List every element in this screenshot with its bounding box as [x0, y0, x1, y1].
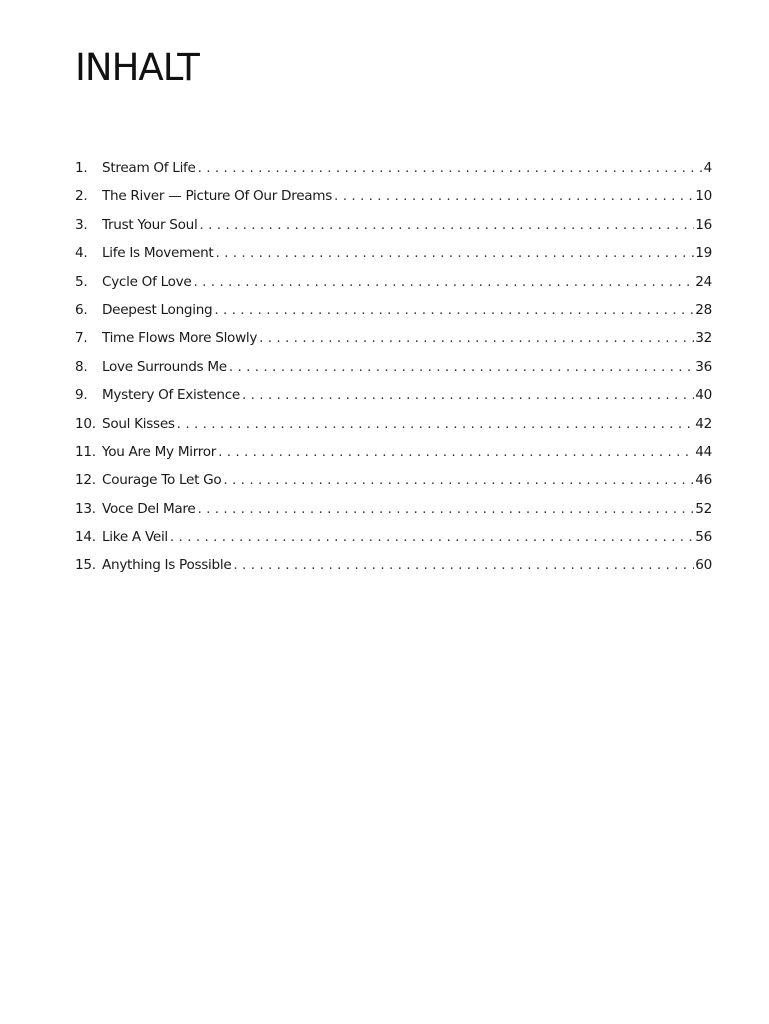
toc-entry [75, 359, 712, 387]
toc-entry-page: 32 [695, 330, 712, 347]
dot-leader [233, 557, 694, 573]
toc-entry-title: Time Flows More Slowly [102, 330, 258, 347]
toc-entry-number: 12. [75, 472, 96, 489]
dot-leader [198, 160, 703, 176]
toc-entry-page: 36 [695, 358, 712, 375]
toc-entry-title: Mystery Of Existence [102, 387, 240, 404]
toc-entry [75, 160, 712, 188]
toc-entry [75, 330, 712, 358]
toc-entry [75, 188, 712, 216]
toc-entry-page: 4 [703, 160, 712, 176]
dot-leader [334, 188, 694, 204]
toc-entry [75, 217, 712, 245]
toc-entry-title: Love Surrounds Me [102, 358, 227, 375]
toc-entry-page: 40 [695, 387, 712, 404]
toc-entry-number: 5. [75, 273, 88, 290]
toc-entry [75, 557, 712, 585]
toc-entry [75, 529, 712, 557]
toc-entry-title: Life Is Movement [102, 245, 214, 262]
toc-entry [75, 302, 712, 330]
toc-entry-page: 24 [695, 273, 712, 290]
toc-entry [75, 472, 712, 500]
toc-entry-page: 52 [695, 500, 712, 517]
dot-leader [242, 387, 694, 403]
toc-entry-title: Courage To Let Go [102, 472, 222, 489]
toc-entry-page: 60 [695, 557, 712, 574]
toc-entry-number: 11. [75, 443, 96, 460]
toc-entry-title: You Are My Mirror [102, 443, 217, 460]
dot-leader [229, 359, 694, 375]
toc-entry-number: 9. [75, 387, 88, 404]
toc-entry-page: 46 [695, 472, 712, 489]
toc-entry-number: 13. [75, 500, 96, 517]
toc-entry [75, 245, 712, 273]
dot-leader [215, 245, 694, 261]
toc-entry-page: 28 [695, 301, 712, 318]
toc-entry-number: 3. [75, 216, 88, 233]
toc-entry-title: Soul Kisses [102, 415, 175, 432]
toc-entry-page: 56 [695, 529, 712, 546]
toc-entry [75, 501, 712, 529]
toc-entry-title: Cycle Of Love [102, 273, 192, 290]
toc-entry-number: 6. [75, 301, 88, 318]
toc-entry-number: 2. [75, 188, 88, 205]
toc-entry-number: 4. [75, 245, 88, 262]
toc-entry [75, 274, 712, 302]
dot-leader [218, 444, 694, 460]
dot-leader [177, 416, 695, 432]
toc-entry-number: 8. [75, 358, 88, 375]
toc-entry-title: Deepest Longing [102, 301, 213, 318]
dot-leader [193, 274, 694, 290]
toc-entry-title: Stream Of Life [102, 160, 196, 176]
toc-entry-page: 44 [695, 443, 712, 460]
toc-entry-number: 10. [75, 415, 96, 432]
dot-leader [170, 529, 694, 545]
toc-entry-number: 15. [75, 557, 96, 574]
dot-leader [259, 330, 694, 346]
toc-entry-title: The River — Picture Of Our Dreams [102, 188, 333, 205]
dot-leader [214, 302, 694, 318]
toc-entry-title: Trust Your Soul [102, 216, 198, 233]
toc-entry-title: Like A Veil [102, 529, 168, 546]
toc-entry-page: 16 [695, 216, 712, 233]
toc-entry-number: 1. [75, 160, 88, 176]
toc-entry-number: 14. [75, 529, 96, 546]
dot-leader [199, 217, 694, 233]
toc-entry-page: 10 [695, 188, 712, 205]
toc-entry [75, 444, 712, 472]
toc-entry-title: Voce Del Mare [102, 500, 196, 517]
table-of-contents [75, 160, 712, 586]
toc-entry [75, 416, 712, 444]
page-title: INHALT [75, 46, 199, 89]
dot-leader [223, 472, 694, 488]
toc-entry-page: 42 [695, 415, 712, 432]
toc-entry [75, 387, 712, 415]
toc-entry-number: 7. [75, 330, 88, 347]
toc-entry-title: Anything Is Possible [102, 557, 232, 574]
dot-leader [197, 501, 694, 517]
toc-entry-page: 19 [695, 245, 712, 262]
